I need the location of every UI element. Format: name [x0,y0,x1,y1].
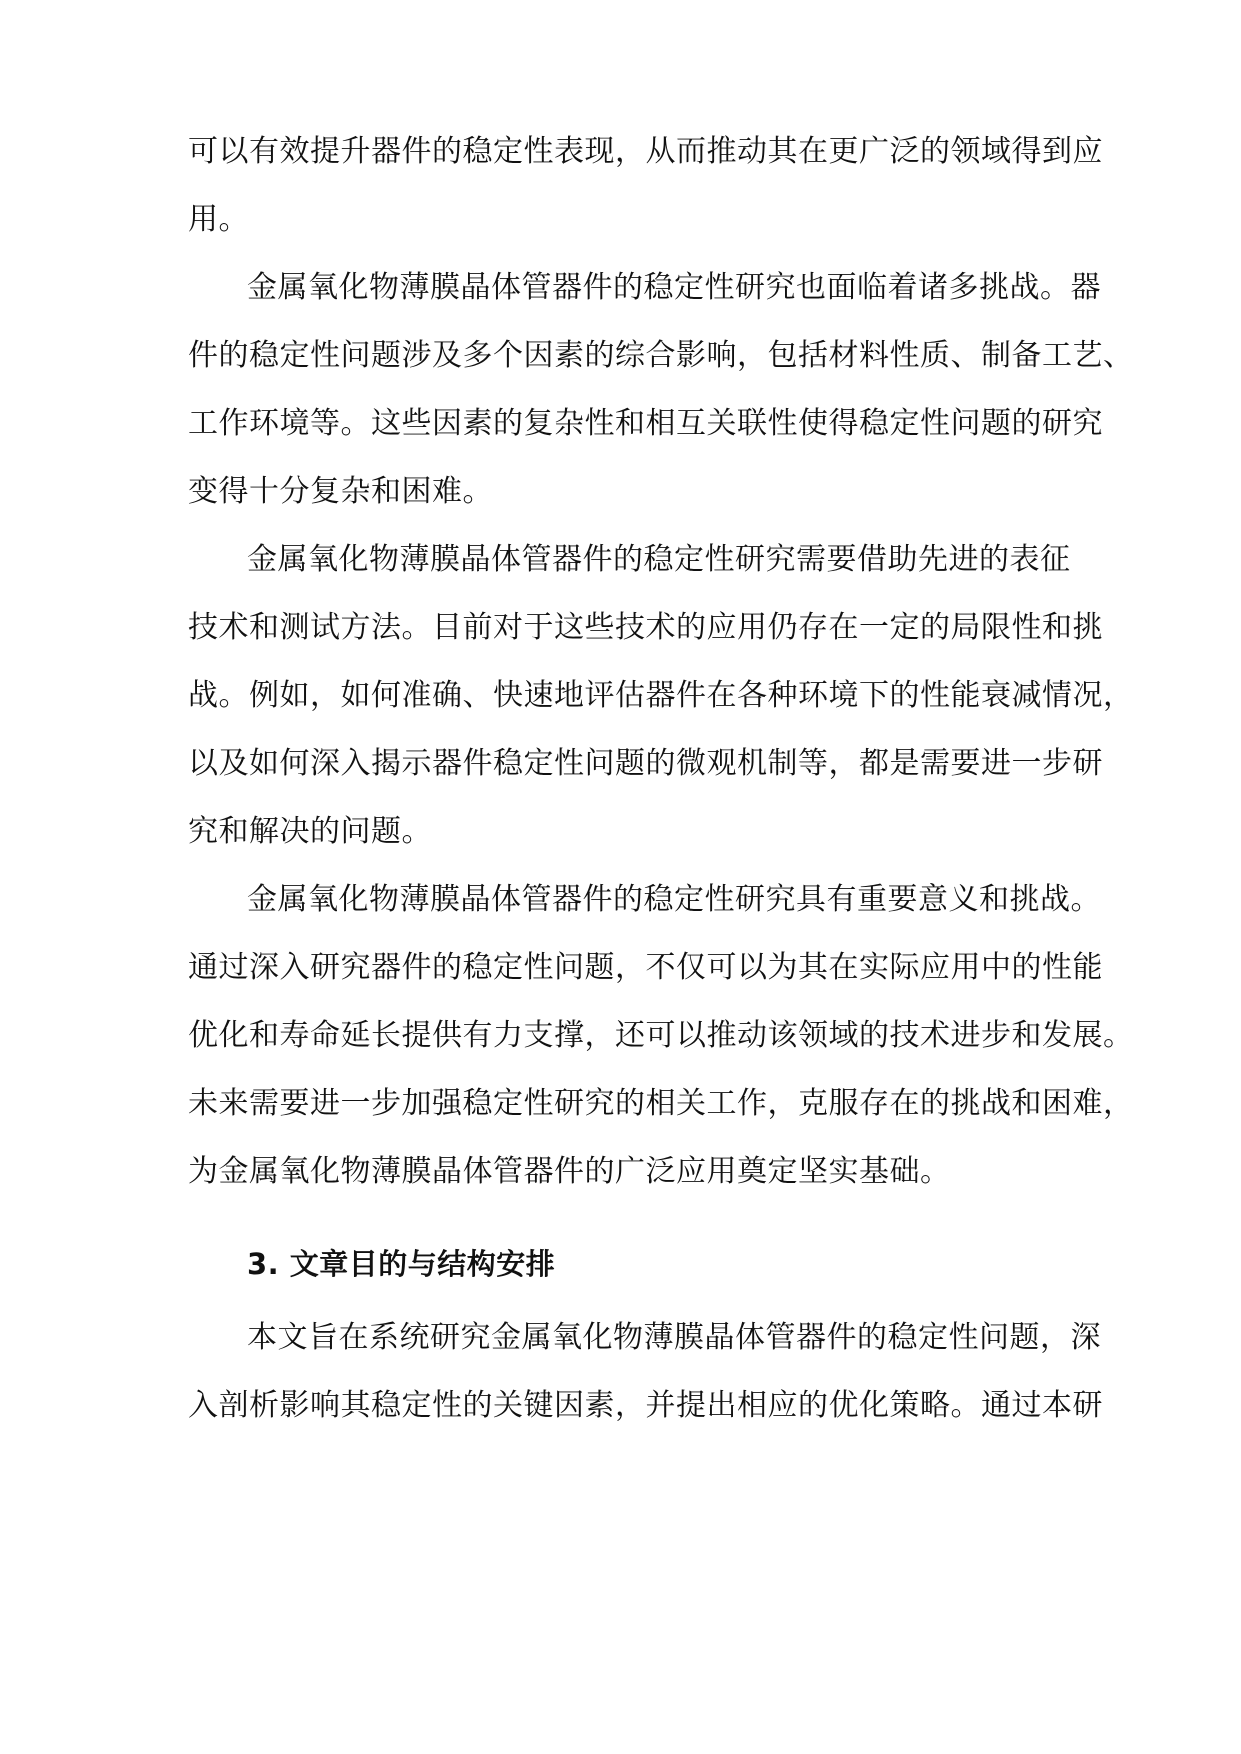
paragraph-line: 入剖析影响其稳定性的关键因素，并提出相应的优化策略。通过本研 [188,1388,1103,1423]
paragraph-line: 为金属氧化物薄膜晶体管器件的广泛应用奠定坚实基础。 [188,1154,951,1189]
paragraph-line: 工作环境等。这些因素的复杂性和相互关联性使得稳定性问题的研究 [188,406,1103,441]
paragraph-line: 金属氧化物薄膜晶体管器件的稳定性研究需要借助先进的表征 [247,542,1071,577]
paragraph-line: 未来需要进一步加强稳定性研究的相关工作，克服存在的挑战和困难， [188,1086,1134,1121]
paragraph-line: 究和解决的问题。 [188,814,432,849]
paragraph-line: 本文旨在系统研究金属氧化物薄膜晶体管器件的稳定性问题，深 [247,1320,1101,1355]
paragraph-line: 变得十分复杂和困难。 [188,474,493,509]
section-heading: 3. 文章目的与结构安排 [247,1247,556,1281]
paragraph-line: 用。 [188,202,249,237]
paragraph-line: 以及如何深入揭示器件稳定性问题的微观机制等，都是需要进一步研 [188,746,1103,781]
paragraph-line: 件的稳定性问题涉及多个因素的综合影响，包括材料性质、制备工艺、 [188,338,1134,373]
paragraph-line: 优化和寿命延长提供有力支撑，还可以推动该领域的技术进步和发展。 [188,1018,1134,1053]
paragraph-line: 金属氧化物薄膜晶体管器件的稳定性研究具有重要意义和挑战。 [247,882,1101,917]
paragraph-line: 技术和测试方法。目前对于这些技术的应用仍存在一定的局限性和挑 [188,610,1103,645]
paragraph-line: 通过深入研究器件的稳定性问题，不仅可以为其在实际应用中的性能 [188,950,1103,985]
paragraph-line: 战。例如，如何准确、快速地评估器件在各种环境下的性能衰减情况， [188,678,1134,713]
paragraph-line: 可以有效提升器件的稳定性表现，从而推动其在更广泛的领域得到应 [188,134,1103,169]
paragraph-line: 金属氧化物薄膜晶体管器件的稳定性研究也面临着诸多挑战。器 [247,270,1101,305]
